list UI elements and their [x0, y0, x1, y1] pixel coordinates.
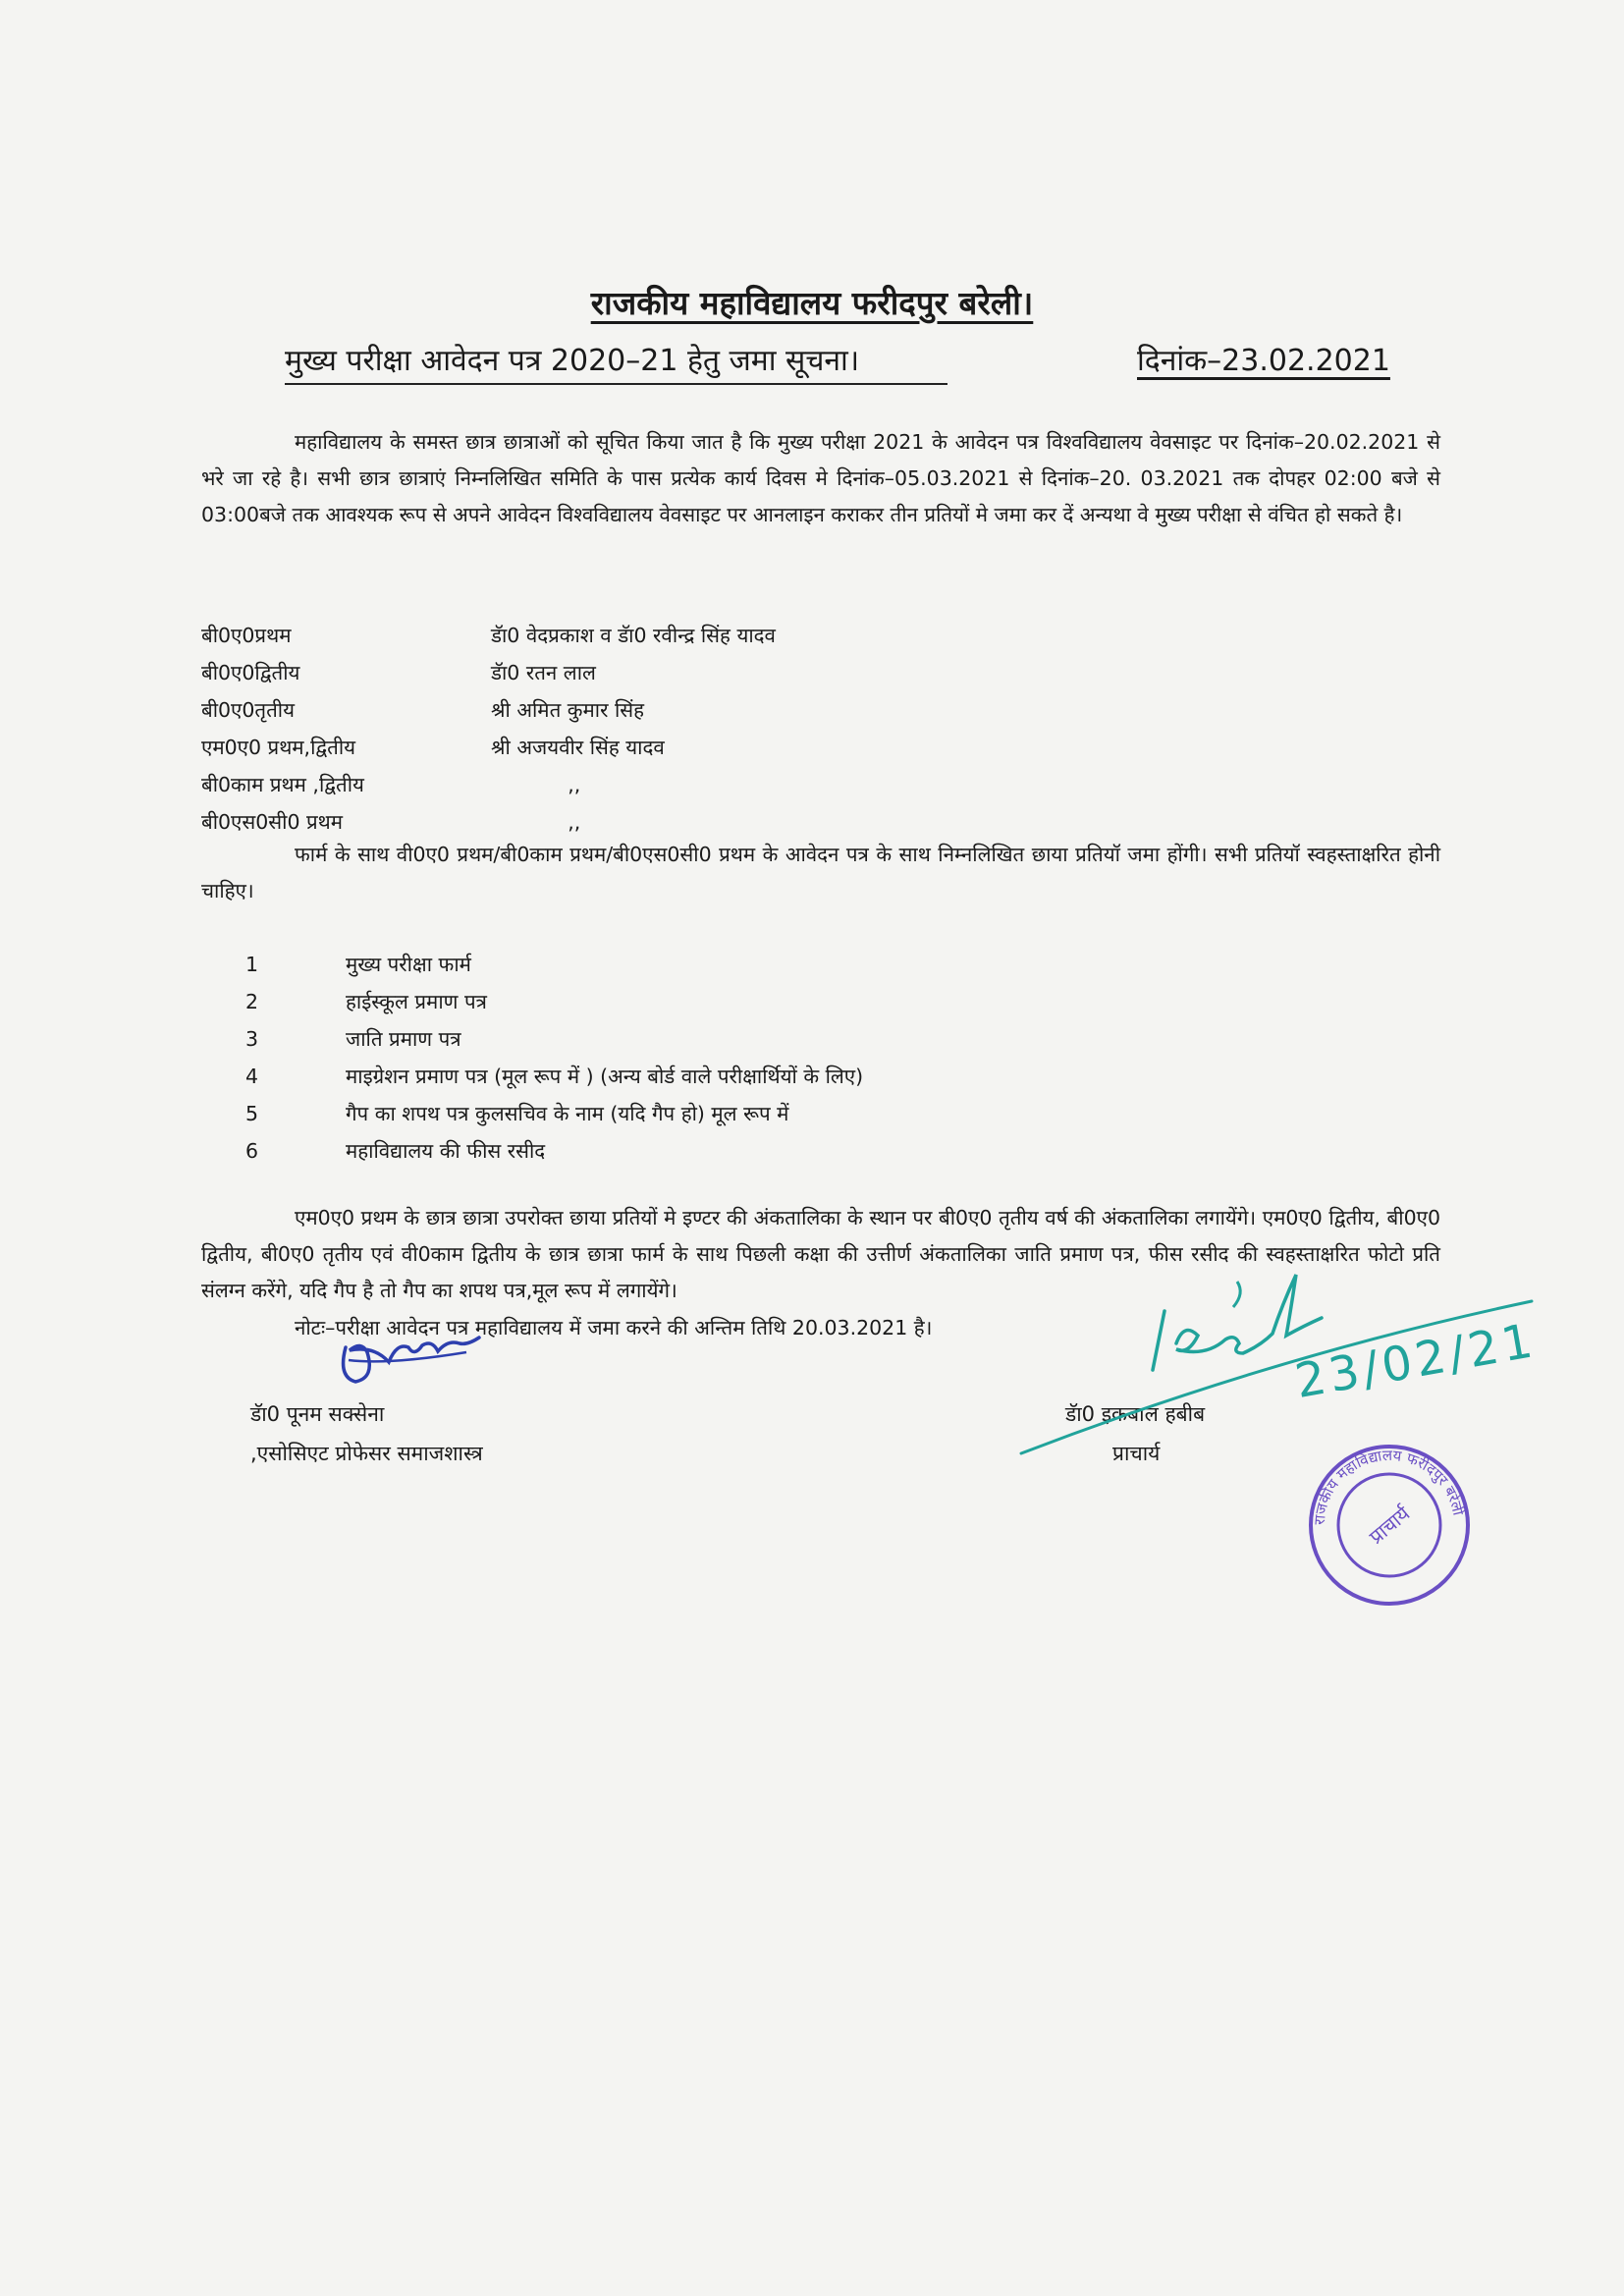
signatory-left-designation: ,एसोसिएट प्रोफेसर समाजशास्त्र — [250, 1442, 483, 1465]
signatory-left-name: डॅा0 पूनम सक्सेना — [250, 1402, 385, 1426]
intro-paragraph: महाविद्यालय के समस्त छात्र छात्राओं को सूचित किया जात है कि मुख्य परीक्षा 2021 के आवेदन पत्र विश्वविद्यालय वेवसाइट पर दिनांक–20.02.2021 से भरे जा रहे है। सभी छात्र छात्राएं निम्नलिखित समिति के पास प्रत्येक कार्य दिवस मे दिनांक–05.03.2021 से दिनांक–20. 03.2021 तक दोपहर 02:00 बजे से 03:00बजे तक आवश्यक रूप से अपने आवेदन विश्वविद्यालय वेवसाइट पर आनलाइन कराकर तीन प्रतियों मे जमा कर दें अन्यथा वे मुख्य परीक्षा से वंचित हो सकते है। — [201, 430, 1440, 526]
committee-class: बी0काम प्रथम ,द्वितीय — [201, 773, 364, 796]
committee-members: श्री अमित कुमार सिंह — [491, 698, 645, 722]
item-number: 5 — [245, 1102, 259, 1125]
committee-members: डॅा0 रतन लाल — [491, 661, 596, 684]
item-text: महाविद्यालय की फीस रसीद — [346, 1139, 546, 1163]
committee-class: बी0एस0सी0 प्रथम — [201, 810, 344, 834]
item-text: जाति प्रमाण पत्र — [346, 1027, 461, 1051]
stamp-center-text: प्राचार्य — [1364, 1502, 1415, 1549]
college-stamp — [1306, 1442, 1473, 1609]
item-number: 6 — [245, 1139, 259, 1163]
committee-members: ,, — [491, 773, 581, 796]
committee-members: श्री अजयवीर सिंह यादव — [491, 736, 665, 759]
item-number: 1 — [245, 953, 259, 976]
committee-class: एम0ए0 प्रथम,द्वितीय — [201, 736, 356, 759]
committee-members: डॅा0 वेदप्रकाश व डॅा0 रवीन्द्र सिंह यादव — [491, 624, 776, 647]
item-number: 4 — [245, 1065, 259, 1088]
item-text: हाईस्कूल प्रमाण पत्र — [346, 990, 487, 1013]
signatory-right-name: डॅा0 इकबाल हबीब — [1065, 1402, 1206, 1426]
handwritten-date: 23/02/21 — [1291, 1312, 1541, 1410]
deadline-note: नोटः–परीक्षा आवेदन पत्र महाविद्यालय में जमा करने की अन्तिम तिथि 20.03.2021 है। — [295, 1316, 933, 1339]
notice-subtitle: मुख्य परीक्षा आवेदन पत्र 2020–21 हेतु जमा सूचना। — [285, 339, 947, 385]
item-text: मुख्य परीक्षा फार्म — [346, 953, 471, 976]
instructions-paragraph: एम0ए0 प्रथम के छात्र छात्रा उपरोक्त छाया प्रतियों मे इण्टर की अंकतालिका के स्थान पर बी0ए0 तृतीय वर्ष की अंकतालिका लगायेंगे। एम0ए0 द्वितीय, बी0ए0 द्वितीय, बी0ए0 तृतीय एवं वी0काम द्वितीय के छात्र छात्रा फार्म के साथ पिछली कक्षा की उत्तीर्ण अंकतालिका जाति प्रमाण पत्र, फीस रसीद की स्वहस्ताक्षरित फोटो प्रति संलग्न करेंगे, यदि गैप है तो गैप का शपथ पत्र,मूल रूप में लगायेंगे। — [201, 1206, 1440, 1302]
committee-class: बी0ए0तृतीय — [201, 698, 296, 722]
committee-class: बी0ए0प्रथम — [201, 624, 292, 647]
item-number: 3 — [245, 1027, 259, 1051]
committee-class: बी0ए0द्वितीय — [201, 661, 300, 684]
item-number: 2 — [245, 990, 259, 1013]
stamp-outer-text: राजकीय महाविद्यालय फरीदपुर बरेली — [1310, 1446, 1468, 1526]
committee-members: ,, — [491, 810, 581, 834]
documents-intro: फार्म के साथ वी0ए0 प्रथम/बी0काम प्रथम/बी0एस0सी0 प्रथम के आवेदन पत्र के साथ निम्नलिखित छाया प्रतियॉ जमा होंगी। सभी प्रतियॉ स्वहस्ताक्षरित होनी चाहिए। — [201, 843, 1440, 902]
signatory-right-designation: प्राचार्य — [1112, 1442, 1161, 1465]
item-text: माइग्रेशन प्रमाण पत्र (मूल रूप में ) (अन्य बोर्ड वाले परीक्षार्थियों के लिए) — [346, 1065, 864, 1088]
notice-date: दिनांक–23.02.2021 — [1137, 344, 1390, 378]
college-title: राजकीय महाविद्यालय फरीदपुर बरेली। — [590, 284, 1034, 322]
item-text: गैप का शपथ पत्र कुलसचिव के नाम (यदि गैप हो) मूल रूप में — [346, 1102, 789, 1125]
